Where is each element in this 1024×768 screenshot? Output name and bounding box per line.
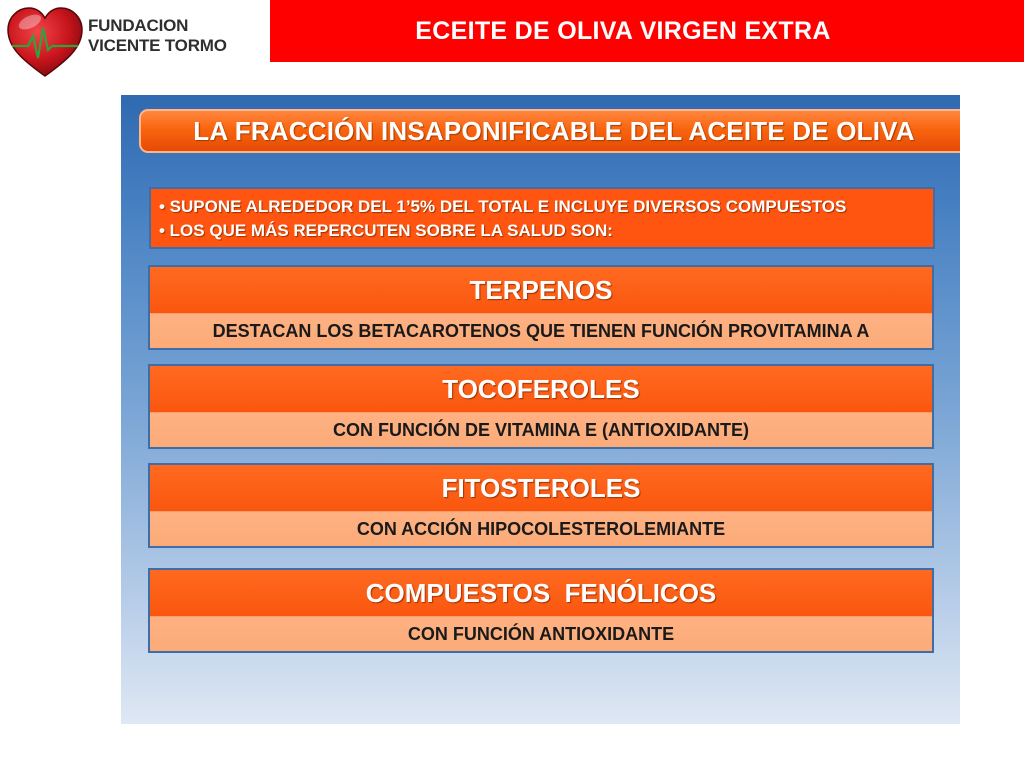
intro-line-1: • SUPONE ALREDEDOR DEL 1’5% DEL TOTAL E INCLUYE DIVERSOS COMPUESTOS <box>159 197 847 216</box>
slide-heading: LA FRACCIÓN INSAPONIFICABLE DEL ACEITE DE OLIVA <box>193 115 915 146</box>
compound-title: TOCOFEROLES <box>442 373 640 404</box>
logo-line-1: FUNDACION <box>88 16 189 35</box>
compound-box-fenolicos <box>148 568 934 653</box>
heart-logo-icon <box>6 6 84 78</box>
compound-title-bar <box>150 465 932 511</box>
title-bar <box>270 0 1024 62</box>
slide-image <box>121 95 960 724</box>
compound-desc-bar <box>150 313 932 348</box>
compound-box-terpenos <box>148 265 934 350</box>
compound-title-bar <box>150 570 932 616</box>
compound-desc-bar <box>150 511 932 546</box>
compound-desc-bar <box>150 616 932 651</box>
intro-box <box>149 187 935 249</box>
compound-desc-bar <box>150 412 932 447</box>
compound-title: FITOSTEROLES <box>441 472 641 503</box>
compound-title: TERPENOS <box>469 274 613 305</box>
compound-title-bar <box>150 267 932 313</box>
compound-title-bar <box>150 366 932 412</box>
compound-desc: DESTACAN LOS BETACAROTENOS QUE TIENEN FUNCIÓN PROVITAMINA A <box>212 320 870 341</box>
logo-line-2: VICENTE TORMO <box>88 36 227 55</box>
logo <box>6 6 268 78</box>
logo-text <box>88 16 227 56</box>
compound-desc: CON ACCIÓN HIPOCOLESTEROLEMIANTE <box>356 518 726 539</box>
compound-box-fitosteroles <box>148 463 934 548</box>
compound-title: COMPUESTOS FENÓLICOS <box>365 577 717 608</box>
slide-heading-banner <box>139 109 960 153</box>
page-title: ECEITE DE OLIVA VIRGEN EXTRA <box>415 16 831 45</box>
compound-desc: CON FUNCIÓN ANTIOXIDANTE <box>407 623 675 644</box>
compound-box-tocoferoles <box>148 364 934 449</box>
compound-desc: CON FUNCIÓN DE VITAMINA E (ANTIOXIDANTE) <box>333 419 749 440</box>
intro-line-2: • LOS QUE MÁS REPERCUTEN SOBRE LA SALUD SON: <box>159 221 613 240</box>
